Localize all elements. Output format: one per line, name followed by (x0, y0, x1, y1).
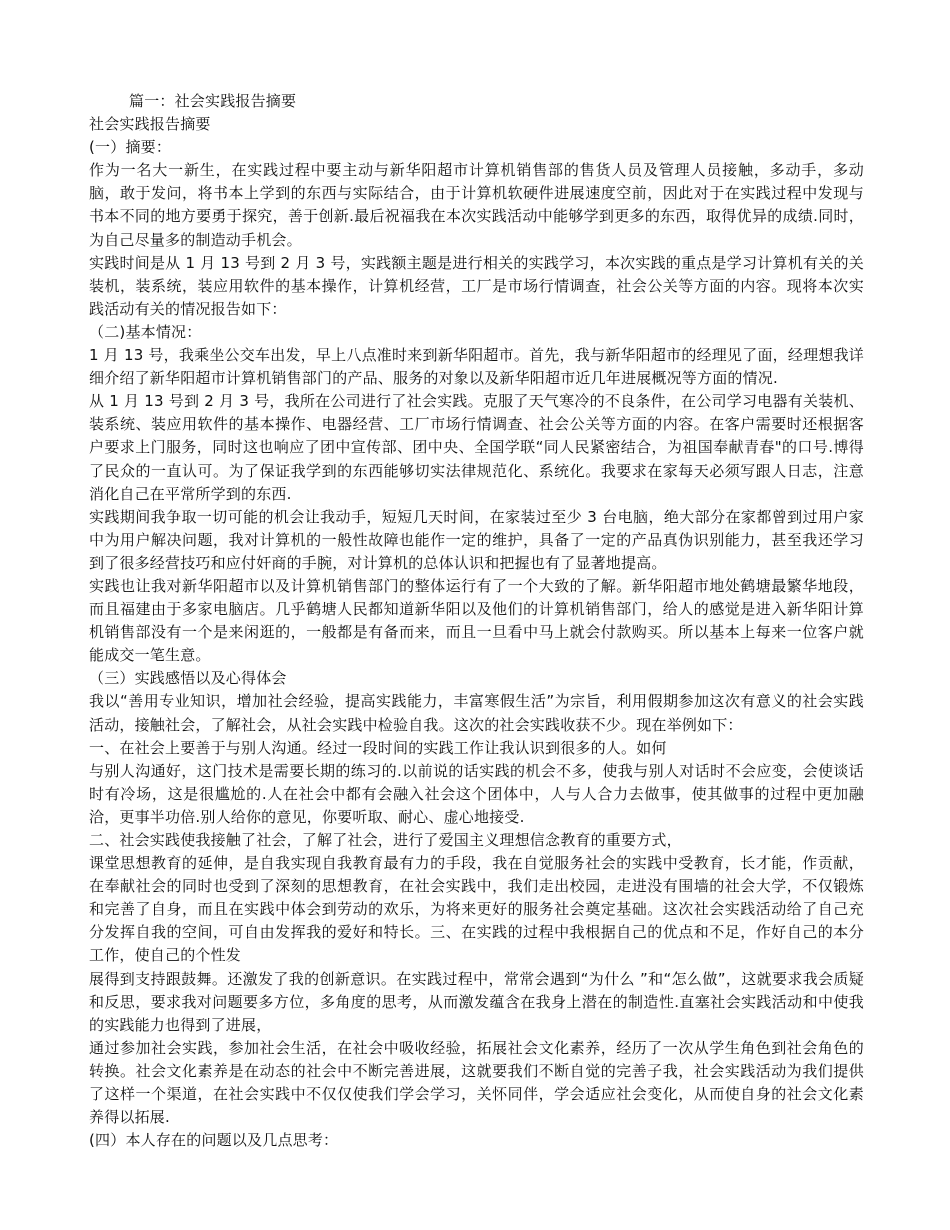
paragraph: 一、在社会上要善于与别人沟通。经过一段时间的实践工作让我认识到很多的人。如何 (89, 738, 667, 757)
paragraph: 通过参加社会实践，参加社会生活，在社会中吸收经验，拓展社会文化素养，经历了一次从学生角色到社会角色的转换。社会文化素养是在动态的社会中不断完善进展，这就要我们不断自觉的完善子我，社会实践活动为我们提供了这样一个渠道，在社会实践中不仅仅使我们学会学习，关怀同伴，学会适应社会变化，从而使自身的社会文化素养得以拓展. (89, 1038, 864, 1127)
section-heading-abstract: (一）摘要： (89, 138, 172, 157)
paragraph: 实践时间是从 1 月 13 号到 2 月 3 号，实践额主题是进行相关的实践学习，本次实践的重点是学习计算机有关的关装机，装系统，装应用软件的基本操作，计算机经营，工厂是市场行情调查，社会公关等方面的内容。现将本次实践活动有关的情况报告如下： (89, 253, 864, 318)
paragraph: 实践也让我对新华阳超市以及计算机销售部门的整体运行有了一个大致的了解。新华阳超市地处鹤塘最繁华地段，而且福建由于多家电脑店。几乎鹤塘人民都知道新华阳以及他们的计算机销售部门，给人的感觉是进入新华阳计算机销售部没有一个是来闲逛的，一般都是有备而来，而且一旦看中马上就会付款购买。所以基本上每来一位客户就能成交一笔生意。 (89, 576, 864, 665)
paragraph: 作为一名大一新生，在实践过程中要主动与新华阳超市计算机销售部的售货人员及管理人员接触，多动手，多动脑，敢于发问，将书本上学到的东西与实际结合，由于计算机软硬件进展速度空前，因此对于在实践过程中发现与书本不同的地方要勇于探究，善于创新.最后祝福我在本次实践活动中能够学到更多的东西，取得优异的成绩.同时，为自己尽量多的制造动手机会。 (89, 161, 864, 249)
document-subtitle: 社会实践报告摘要 (89, 115, 211, 134)
document-page (89, 90, 864, 1152)
paragraph: 与别人沟通好，这门技术是需要长期的练习的.以前说的话实践的机会不多，使我与别人对话时不会应变，会使谈话时有冷场，这是很尴尬的.人在社会中都有会融入社会这个团体中，人与人合力去做事，使其做事的过程中更加融洽，更事半功倍.别人给你的意见，你要听取、耐心、虚心地接受. (89, 761, 864, 826)
section-heading-basic-info: （二)基本情况： (89, 322, 202, 341)
paragraph: 从 1 月 13 号到 2 月 3 号，我所在公司进行了社会实践。克服了天气寒冷的不良条件，在公司学习电器有关装机、装系统、装应用软件的基本操作、电器经营、工厂市场行情调查、社会公关等方面的内容。在客户需要时还根据客户要求上门服务，同时这也响应了团中宣传部、团中央、全国学联“同人民紧密结合，为祖国奉献青春"的口号.博得了民众的一直认可。为了保证我学到的东西能够切实法律规范化、系统化。我要求在家每天必须写跟人日志，注意消化自己在平常所学到的东西. (89, 392, 864, 503)
paragraph: 展得到支持跟鼓舞。还激发了我的创新意识。在实践过程中，常常会遇到“为什么 ”和“怎么做”，这就要求我会质疑和反思，要求我对问题要多方位，多角度的思考，从而激发蕴含在我身上潜在的制造性.直塞社会实践活动和中使我的实践能力也得到了进展， (89, 969, 864, 1034)
section-heading-reflections: （三）实践感悟以及心得体会 (89, 669, 287, 688)
paragraph: 课堂思想教育的延伸，是自我实现自我教育最有力的手段，我在自觉服务社会的实践中受教育，长才能，作贡献，在奉献社会的同时也受到了深刻的思想教育，在社会实践中，我们走出校园，走进没有围墙的社会大学，不仅锻炼和完善了自身，而且在实践中体会到劳动的欢乐，为将来更好的服务社会奠定基础。这次社会实践活动给了自己充分发挥自我的空间，可自由发挥我的爱好和特长。三、在实践的过程中我根据自己的优点和不足，作好自己的本分工作，使自己的个性发 (89, 854, 864, 965)
document-title: 篇一：社会实践报告摘要 (129, 92, 297, 110)
paragraph: 实践期间我争取一切可能的机会让我动手，短短几天时间，在家装过至少 3 台电脑，绝大部分在家都曾到过用户家中为用户解决问题，我对计算机的一般性故障也能作一定的维护，具备了一定的产品真伪识别能力，甚至我还学习到了很多经营技巧和应付奸商的手腕，对计算机的总体认识和把握也有了显著地提高。 (89, 507, 864, 572)
paragraph: 1 月 13 号，我乘坐公交车出发，早上八点准时来到新华阳超市。首先，我与新华阳超市的经理见了面，经理想我详细介绍了新华阳超市计算机销售部门的产品、服务的对象以及新华阳超市近几年进展概况等方面的情况. (89, 346, 864, 388)
section-heading-problems: (四）本人存在的问题以及几点思考： (89, 1131, 339, 1150)
paragraph: 二、社会实践使我接触了社会，了解了社会，进行了爱国主义理想信念教育的重要方式， (89, 831, 682, 849)
paragraph: 我以“善用专业知识，增加社会经验，提高实践能力，丰富寒假生活”为宗旨，利用假期参加这次有意义的社会实践活动，接触社会，了解社会，从社会实践中检验自我。这次的社会实践收获不少。现在举例如下： (89, 692, 864, 734)
